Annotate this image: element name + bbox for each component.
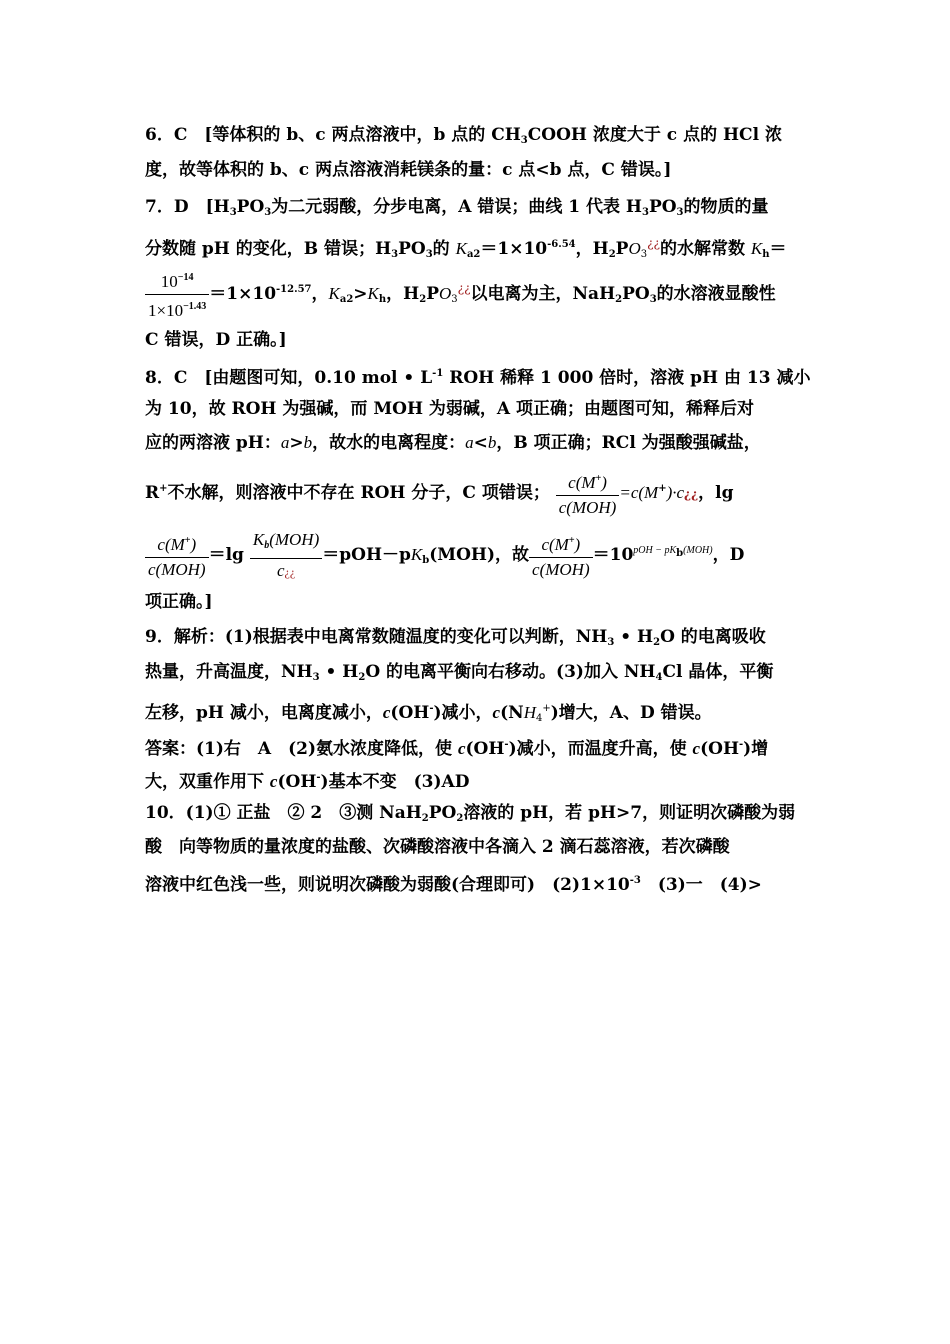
q8-line3: 应的两溶液 pH：a>b，故水的电离程度：a<b，B 项正确；RCl 为强酸强碱盐， (145, 433, 761, 453)
q7-line3: $\frac{10^{-14}}{1\times 10^{-1.43}}$ $=1\times 10^{-12.57}$，$K_{a2}>K_h$，$H_2PO_3^{¿¿}$以电离为主，$NaH_2PO_3$的水溶液显酸性 (145, 262, 825, 326)
q8-line5: $\frac{c(M^+)}{\text{c(MOH)}}$ ＝lg $\frac{K_b(MOH)}{c¿¿}$ $=pOH-pK_b(MOH)$，故 $\frac{c(M^+)}{\text{c(MOH)}}$ $=10^{pOH - pK_b(MOH)}$，D (145, 524, 810, 588)
q6-line2: 度，故等体积的 b、c 两点溶液消耗镁条的量：c 点<b 点，C 错误。] (145, 160, 672, 180)
hpo3-ion: $O_3^{¿¿}$ (628, 236, 660, 260)
q9-answer-line2: 大，双重作用下 c(OH-)基本不变 (3)AD (145, 772, 470, 792)
q8-line2: 为 10，故 ROH 为强碱，而 MOH 为弱碱，A 项正确；由题图可知，稀释后对 (145, 399, 755, 419)
kh-fraction: $\frac{10^{-14}}{1\times 10^{-1.43}}$ (145, 266, 209, 323)
cm-over-cmoh-fraction-3: $\frac{c(M^+)}{\text{c(MOH)}}$ (529, 529, 593, 582)
cm-over-cmoh-fraction: $\frac{c(M^+)}{\text{c(MOH)}}$ (556, 467, 620, 520)
q10-line3: 溶液中红色浅一些，则说明次磷酸为弱酸(合理即可) $(2)1\times 10^{-3}$ (3)一 (4)> (145, 875, 762, 895)
q9-line2: 热量，升高温度，$NH_3$ • $H_2O$ 的电离平衡向右移动。(3)加入 $NH_4Cl$ 晶体，平衡 (145, 662, 774, 683)
q8-line6: 项正确。] (145, 592, 213, 612)
q8-line1: 8．C [由题图可知，0.10 mol • $L^{-1}$ ROH 稀释 1 000 倍时，溶液 pH 由 13 减小 (145, 368, 811, 388)
q9-answer-line1: 答案：(1)右 A (2)氨水浓度降低，使 c(OH-)减小，而温度升高，使 c(OH-)增 (145, 739, 769, 759)
q7-line2: 分数随 pH 的变化，B 错误；$H_3PO_3$的 $K_{a2}=1\times 10^{-6.54}$，$H_2PO_3^{¿¿}$的水解常数 $K_h=$ (145, 236, 787, 260)
q10-line1: 10．(1)① 正盐 ② 2 ③测 $NaH_2PO_2$溶液的 pH，若 pH>7，则证明次磷酸为弱 (145, 803, 796, 824)
q9-line1: 9．解析：(1)根据表中电离常数随温度的变化可以判断，$NH_3$ • $H_2O$ 的电离吸收 (145, 627, 766, 648)
q7-line1: 7．D [$H_3PO_3$为二元弱酸，分步电离，A 错误；曲线 1 代表 $H_3PO_3$的物质的量 (145, 197, 769, 218)
cm-over-cmoh-fraction-2: $\frac{c(M^+)}{\text{c(MOH)}}$ (145, 529, 209, 582)
q6-line1: 6．C [等体积的 b、c 两点溶液中，b 点的 $CH_3COOH$ 浓度大于 c 点的 HCl 浓 (145, 125, 782, 146)
q8-line4: R+不水解，则溶液中不存在 ROH 分子，C 项错误； $\frac{c(M^+)}{\text{c(MOH)}}$ =c(M+)·c¿¿，lg (145, 462, 825, 521)
q10-line2: 酸 向等物质的量浓度的盐酸、次磷酸溶液中各滴入 2 滴石蕊溶液，若次磷酸 (145, 837, 730, 857)
kb-fraction: $\frac{K_b(MOH)}{c¿¿}$ (250, 528, 322, 584)
q9-line3: 左移，pH 减小，电离度减小，c(OH-)减小，$c(NH_4^+)$增大，A、D 错误。 (145, 703, 712, 724)
q7-line4: C 错误，D 正确。] (145, 330, 287, 350)
